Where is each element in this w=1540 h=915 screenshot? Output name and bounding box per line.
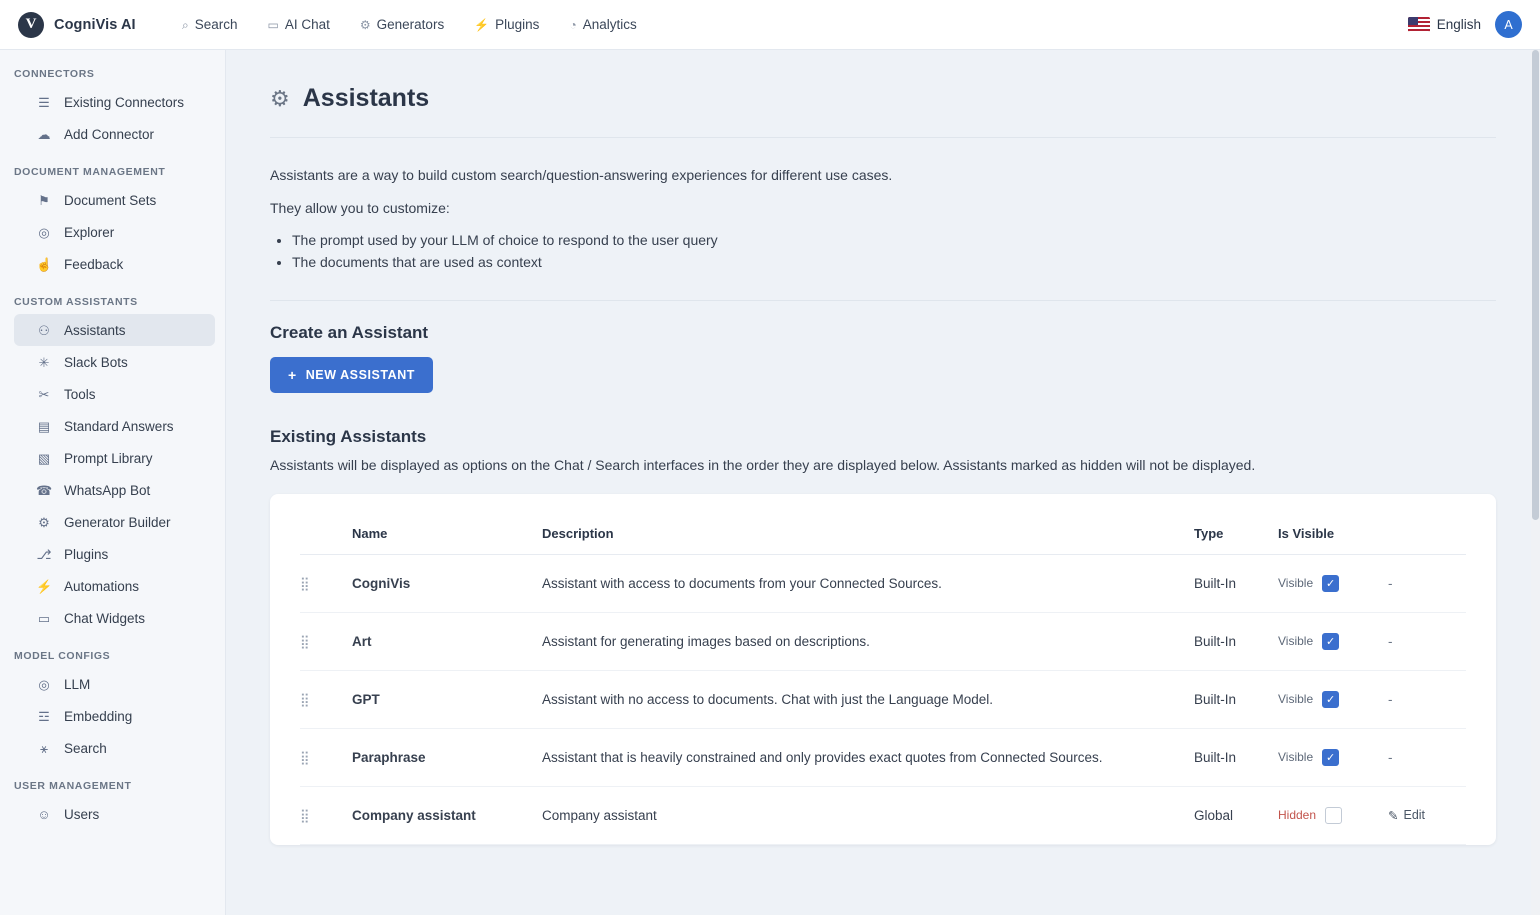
sidebar-item-slack-bots[interactable] [14,346,215,378]
page-scrollbar[interactable] [1531,50,1540,915]
row-visibility [1278,670,1388,728]
row-edit-cell [1388,554,1466,612]
row-edit-cell [1388,612,1466,670]
sidebar-group-connectors-title: CONNECTORS [14,68,95,80]
sidebar-item-explorer[interactable] [14,216,215,248]
table-row [300,612,1466,670]
row-edit-cell [1388,670,1466,728]
row-visibility-label: Visible [1278,634,1314,649]
sidebar-item-embedding-label: Embedding [64,708,133,724]
new-assistant-button[interactable] [270,357,433,393]
th-name: Name [352,500,542,555]
sidebar-item-slack-bots-label: Slack Bots [64,354,128,370]
page-title-row [270,84,1496,113]
bookmark-icon: ⚑ [38,192,50,208]
row-description: Assistant for generating images based on descriptions. [542,612,1194,670]
drag-handle-icon[interactable]: ⣿ [300,691,311,707]
sidebar-item-automations[interactable] [14,570,215,602]
row-visibility-checkbox[interactable]: ✓ [1322,633,1339,650]
sidebar-item-embedding[interactable] [14,700,215,732]
sidebar-item-search-label: Search [64,740,107,756]
sidebar-item-feedback-label: Feedback [64,256,124,272]
sidebar-item-llm[interactable] [14,668,215,700]
plus-icon: + [288,366,297,383]
cpu-icon: ◎ [38,676,50,692]
whatsapp-icon: ☎ [36,482,53,498]
bolt-icon: ⚡ [36,578,53,594]
sidebar-item-whatsapp-bot[interactable] [14,474,215,506]
assistants-table [300,500,1466,845]
row-name: Art [352,612,542,670]
row-visibility-checkbox[interactable]: ✓ [1322,691,1339,708]
nav-item-generators[interactable] [358,13,446,36]
row-visibility [1278,728,1388,786]
row-description: Assistant with no access to documents. Chat with just the Language Model. [542,670,1194,728]
row-type: Built-In [1194,612,1278,670]
row-description: Assistant with access to documents from your Connected Sources. [542,554,1194,612]
row-visibility [1278,786,1388,844]
sidebar [0,50,226,915]
clipboard-icon: ▤ [37,418,51,434]
row-description: Company assistant [542,786,1194,844]
table-row [300,728,1466,786]
row-visibility-label: Visible [1278,692,1314,707]
drag-handle-cell[interactable] [300,786,352,844]
sidebar-item-search[interactable] [14,732,215,764]
row-visibility-label: Visible [1278,576,1314,591]
row-name: Paraphrase [352,728,542,786]
brand[interactable] [0,12,170,38]
drag-handle-cell[interactable] [300,728,352,786]
sidebar-item-chat-widgets-label: Chat Widgets [64,610,146,626]
row-edit-placeholder: - [1388,575,1393,591]
row-visibility-label: Hidden [1278,808,1317,823]
chat-icon: ▭ [267,17,279,32]
nav-item-search-label: Search [194,17,238,32]
tools-icon: ✂ [38,386,50,402]
sidebar-item-whatsapp-bot-label: WhatsApp Bot [64,482,151,498]
user-icon: ☺ [37,806,51,822]
search-icon: ⌕ [182,17,189,32]
top-bar [0,0,1540,50]
row-name: CogniVis [352,554,542,612]
row-description: Assistant that is heavily constrained and only provides exact quotes from Connected Sources. [542,728,1194,786]
gear-icon: ⚙ [359,17,371,32]
nav-item-plugins-label: Plugins [495,17,540,32]
page-title: Assistants [302,84,430,112]
edit-button[interactable] [1388,808,1425,823]
sidebar-item-users[interactable] [14,798,215,830]
sidebar-item-tools[interactable] [14,378,215,410]
sidebar-group-custom-assistants-title: CUSTOM ASSISTANTS [14,296,138,308]
table-row [300,554,1466,612]
nav-item-analytics[interactable] [567,13,638,36]
gear-icon: ⚙ [38,514,50,530]
sidebar-item-assistants[interactable] [14,314,215,346]
sidebar-item-standard-answers-label: Standard Answers [64,418,174,434]
sidebar-item-chat-widgets[interactable] [14,602,215,634]
edit-button-label: Edit [1403,808,1426,823]
chart-icon: ◔ [569,17,577,32]
sidebar-item-assistants-label: Assistants [64,322,126,338]
sidebar-item-prompt-library[interactable] [14,442,215,474]
row-name: GPT [352,670,542,728]
main-content [226,50,1540,915]
nav-item-generators-label: Generators [376,17,445,32]
plug-icon: ⚡ [474,17,490,32]
nav-item-search[interactable] [180,13,240,36]
row-visibility-checkbox[interactable] [1325,807,1342,824]
sidebar-item-users-label: Users [64,806,100,822]
th-edit [1388,500,1466,555]
table-row [300,786,1466,844]
row-type: Global [1194,786,1278,844]
drag-handle-cell[interactable] [300,670,352,728]
sidebar-item-plugins-label: Plugins [64,546,109,562]
sidebar-item-generator-builder-label: Generator Builder [64,514,171,530]
table-row [300,670,1466,728]
row-visibility-checkbox[interactable]: ✓ [1322,749,1339,766]
layers-icon: ☲ [38,708,50,724]
sidebar-group-user-management-title: USER MANAGEMENT [14,780,132,792]
row-edit-placeholder: - [1388,633,1393,649]
row-name: Company assistant [352,786,542,844]
nav-item-ai-chat-label: AI Chat [284,17,330,32]
assistants-table-card [270,494,1496,845]
new-assistant-button-label: NEW ASSISTANT [305,367,415,382]
sidebar-item-existing-connectors[interactable] [14,86,215,118]
row-type: Built-In [1194,554,1278,612]
sidebar-item-add-connector[interactable] [14,118,215,150]
book-icon: ▧ [37,450,51,466]
drag-handle-icon[interactable]: ⣿ [300,575,311,591]
nav-item-analytics-label: Analytics [582,17,637,32]
top-nav [180,13,639,36]
drag-handle-icon[interactable]: ⣿ [300,807,311,823]
language-label: English [1436,17,1481,32]
intro-line-2: They allow you to customize: [270,200,450,216]
list-icon: ☰ [38,94,50,110]
row-edit-placeholder: - [1388,749,1393,765]
edit-icon: ✎ [1388,808,1399,823]
row-visibility-checkbox[interactable]: ✓ [1322,575,1339,592]
intro-bullets [270,229,1496,274]
sidebar-item-add-connector-label: Add Connector [64,126,155,142]
nav-item-plugins[interactable] [472,13,541,36]
sidebar-item-plugins[interactable] [14,538,215,570]
intro-bullet-2: • The documents that are used as context [292,251,1496,273]
brand-logo-icon: V [18,12,44,38]
sidebar-group-model-configs-title: MODEL CONFIGS [14,650,111,662]
row-type: Built-In [1194,728,1278,786]
sidebar-item-automations-label: Automations [64,578,140,594]
existing-assistants-title: Existing Assistants [270,426,427,446]
robot-icon: ⚙ [270,85,290,111]
divider-top [270,137,1496,138]
drag-handle-cell[interactable] [300,554,352,612]
cloud-upload-icon: ☁ [37,126,51,142]
compass-icon: ◎ [38,224,50,240]
top-bar-right [1408,11,1540,38]
th-is-visible: Is Visible [1278,500,1388,555]
plug-icon: ⎇ [36,546,52,562]
language-selector[interactable] [1408,17,1481,32]
sidebar-item-existing-connectors-label: Existing Connectors [64,94,185,110]
intro-line-1: Assistants are a way to build custom search/question-answering experiences for different use cases. [270,167,893,183]
existing-assistants-desc: Assistants will be displayed as options on the Chat / Search interfaces in the order they are displayed below. Assistants marked as hidden will not be displayed. [270,456,1256,473]
nav-item-ai-chat[interactable] [266,13,332,36]
sidebar-item-prompt-library-label: Prompt Library [64,450,153,466]
sidebar-item-tools-label: Tools [64,386,96,402]
row-edit-placeholder: - [1388,691,1393,707]
thumbs-up-icon: ☝ [36,256,53,272]
intro-bullet-1: • The prompt used by your LLM of choice to respond to the user query [292,229,1496,251]
row-type: Built-In [1194,670,1278,728]
row-edit-cell [1388,786,1466,844]
sidebar-item-generator-builder[interactable] [14,506,215,538]
row-edit-cell [1388,728,1466,786]
drag-handle-icon[interactable]: ⣿ [300,749,311,765]
avatar[interactable]: A [1495,11,1522,38]
drag-handle-cell[interactable] [300,612,352,670]
row-visibility [1278,612,1388,670]
th-description: Description [542,500,1194,555]
us-flag-icon [1408,17,1430,32]
search-nodes-icon: ⚹ [40,740,48,756]
th-type: Type [1194,500,1278,555]
sidebar-item-document-sets-label: Document Sets [64,192,157,208]
brand-name: CogniVis AI [54,16,136,33]
scrollbar-thumb[interactable] [1532,50,1539,520]
row-visibility-label: Visible [1278,750,1314,765]
sidebar-item-explorer-label: Explorer [64,224,115,240]
create-assistant-title: Create an Assistant [270,322,429,342]
divider-middle [270,300,1496,301]
th-drag [300,500,352,555]
sidebar-item-llm-label: LLM [64,676,91,692]
sidebar-item-feedback[interactable] [14,248,215,280]
sidebar-group-document-management-title: DOCUMENT MANAGEMENT [14,166,166,178]
table-header-row [300,500,1466,555]
chat-bubble-icon: ▭ [37,610,51,626]
row-visibility [1278,554,1388,612]
drag-handle-icon[interactable]: ⣿ [300,633,311,649]
robot-icon: ⚇ [38,322,50,338]
sidebar-item-standard-answers[interactable] [14,410,215,442]
slack-icon: ✳ [38,354,50,370]
sidebar-item-document-sets[interactable] [14,184,215,216]
